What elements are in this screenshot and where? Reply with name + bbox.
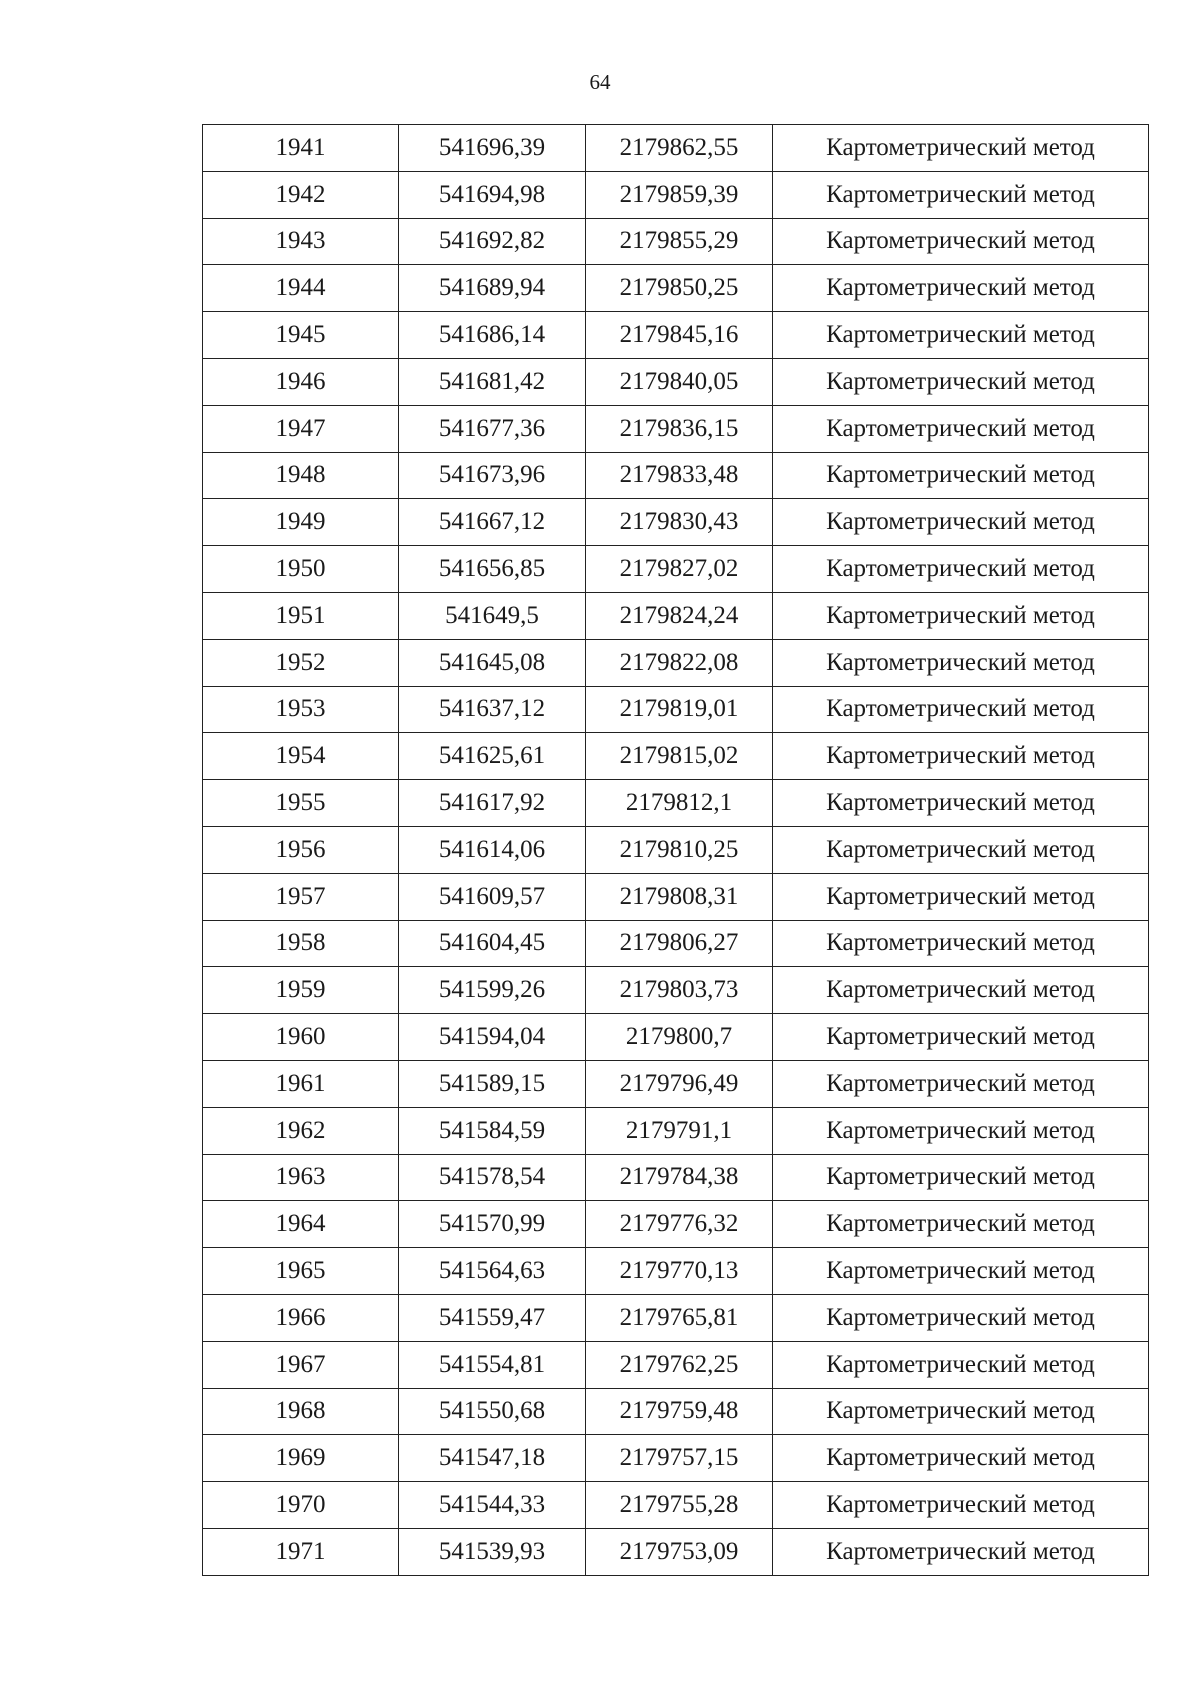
point-number-cell: 1944: [203, 265, 399, 312]
y-coordinate-cell: 2179859,39: [586, 171, 773, 218]
method-cell: Картометрический метод: [773, 1014, 1149, 1061]
method-cell: Картометрический метод: [773, 1107, 1149, 1154]
table-row: [203, 405, 1149, 452]
y-coordinate-cell: 2179755,28: [586, 1482, 773, 1529]
table-row: [203, 639, 1149, 686]
x-coordinate-cell: 541550,68: [399, 1388, 586, 1435]
y-coordinate-cell: 2179827,02: [586, 546, 773, 593]
y-coordinate-cell: 2179840,05: [586, 358, 773, 405]
point-number-cell: 1953: [203, 686, 399, 733]
point-number-cell: 1956: [203, 826, 399, 873]
x-coordinate-cell: 541645,08: [399, 639, 586, 686]
method-cell: Картометрический метод: [773, 780, 1149, 827]
table-row: [203, 1107, 1149, 1154]
method-cell: Картометрический метод: [773, 1248, 1149, 1295]
y-coordinate-cell: 2179806,27: [586, 920, 773, 967]
y-coordinate-cell: 2179836,15: [586, 405, 773, 452]
y-coordinate-cell: 2179812,1: [586, 780, 773, 827]
method-cell: Картометрический метод: [773, 1294, 1149, 1341]
method-cell: Картометрический метод: [773, 546, 1149, 593]
x-coordinate-cell: 541656,85: [399, 546, 586, 593]
point-number-cell: 1959: [203, 967, 399, 1014]
coordinates-table: [202, 124, 1149, 1576]
y-coordinate-cell: 2179803,73: [586, 967, 773, 1014]
x-coordinate-cell: 541584,59: [399, 1107, 586, 1154]
x-coordinate-cell: 541539,93: [399, 1528, 586, 1575]
point-number-cell: 1943: [203, 218, 399, 265]
method-cell: Картометрический метод: [773, 1435, 1149, 1482]
table-row: [203, 171, 1149, 218]
point-number-cell: 1948: [203, 452, 399, 499]
x-coordinate-cell: 541544,33: [399, 1482, 586, 1529]
y-coordinate-cell: 2179791,1: [586, 1107, 773, 1154]
x-coordinate-cell: 541689,94: [399, 265, 586, 312]
x-coordinate-cell: 541594,04: [399, 1014, 586, 1061]
table-row: [203, 1201, 1149, 1248]
y-coordinate-cell: 2179753,09: [586, 1528, 773, 1575]
table-row: [203, 1248, 1149, 1295]
method-cell: Картометрический метод: [773, 1154, 1149, 1201]
table-row: [203, 218, 1149, 265]
table-row: [203, 1154, 1149, 1201]
y-coordinate-cell: 2179765,81: [586, 1294, 773, 1341]
x-coordinate-cell: 541578,54: [399, 1154, 586, 1201]
x-coordinate-cell: 541649,5: [399, 592, 586, 639]
table-row: [203, 452, 1149, 499]
x-coordinate-cell: 541681,42: [399, 358, 586, 405]
point-number-cell: 1964: [203, 1201, 399, 1248]
table-row: [203, 1341, 1149, 1388]
y-coordinate-cell: 2179845,16: [586, 312, 773, 359]
x-coordinate-cell: 541637,12: [399, 686, 586, 733]
table-row: [203, 1014, 1149, 1061]
method-cell: Картометрический метод: [773, 1060, 1149, 1107]
y-coordinate-cell: 2179824,24: [586, 592, 773, 639]
method-cell: Картометрический метод: [773, 171, 1149, 218]
method-cell: Картометрический метод: [773, 592, 1149, 639]
point-number-cell: 1960: [203, 1014, 399, 1061]
x-coordinate-cell: 541599,26: [399, 967, 586, 1014]
table-row: [203, 312, 1149, 359]
method-cell: Картометрический метод: [773, 686, 1149, 733]
x-coordinate-cell: 541547,18: [399, 1435, 586, 1482]
point-number-cell: 1971: [203, 1528, 399, 1575]
method-cell: Картометрический метод: [773, 452, 1149, 499]
method-cell: Картометрический метод: [773, 1388, 1149, 1435]
y-coordinate-cell: 2179776,32: [586, 1201, 773, 1248]
x-coordinate-cell: 541609,57: [399, 873, 586, 920]
method-cell: Картометрический метод: [773, 733, 1149, 780]
point-number-cell: 1968: [203, 1388, 399, 1435]
table-row: [203, 1060, 1149, 1107]
y-coordinate-cell: 2179810,25: [586, 826, 773, 873]
table-row: [203, 780, 1149, 827]
method-cell: Картометрический метод: [773, 873, 1149, 920]
point-number-cell: 1942: [203, 171, 399, 218]
point-number-cell: 1946: [203, 358, 399, 405]
point-number-cell: 1970: [203, 1482, 399, 1529]
y-coordinate-cell: 2179800,7: [586, 1014, 773, 1061]
point-number-cell: 1955: [203, 780, 399, 827]
table-row: [203, 1388, 1149, 1435]
coordinates-table-body: [203, 125, 1149, 1576]
point-number-cell: 1962: [203, 1107, 399, 1154]
y-coordinate-cell: 2179862,55: [586, 125, 773, 172]
y-coordinate-cell: 2179784,38: [586, 1154, 773, 1201]
point-number-cell: 1958: [203, 920, 399, 967]
table-row: [203, 733, 1149, 780]
method-cell: Картометрический метод: [773, 499, 1149, 546]
method-cell: Картометрический метод: [773, 312, 1149, 359]
method-cell: Картометрический метод: [773, 967, 1149, 1014]
method-cell: Картометрический метод: [773, 1528, 1149, 1575]
point-number-cell: 1967: [203, 1341, 399, 1388]
method-cell: Картометрический метод: [773, 920, 1149, 967]
table-row: [203, 967, 1149, 1014]
point-number-cell: 1966: [203, 1294, 399, 1341]
table-row: [203, 1482, 1149, 1529]
x-coordinate-cell: 541686,14: [399, 312, 586, 359]
method-cell: Картометрический метод: [773, 1201, 1149, 1248]
y-coordinate-cell: 2179819,01: [586, 686, 773, 733]
point-number-cell: 1969: [203, 1435, 399, 1482]
y-coordinate-cell: 2179833,48: [586, 452, 773, 499]
point-number-cell: 1961: [203, 1060, 399, 1107]
x-coordinate-cell: 541696,39: [399, 125, 586, 172]
y-coordinate-cell: 2179757,15: [586, 1435, 773, 1482]
table-row: [203, 686, 1149, 733]
method-cell: Картометрический метод: [773, 1482, 1149, 1529]
method-cell: Картометрический метод: [773, 265, 1149, 312]
table-row: [203, 1435, 1149, 1482]
table-row: [203, 826, 1149, 873]
point-number-cell: 1957: [203, 873, 399, 920]
method-cell: Картометрический метод: [773, 826, 1149, 873]
y-coordinate-cell: 2179855,29: [586, 218, 773, 265]
method-cell: Картометрический метод: [773, 125, 1149, 172]
y-coordinate-cell: 2179796,49: [586, 1060, 773, 1107]
x-coordinate-cell: 541694,98: [399, 171, 586, 218]
x-coordinate-cell: 541667,12: [399, 499, 586, 546]
table-row: [203, 265, 1149, 312]
page-number: 64: [589, 70, 611, 94]
method-cell: Картометрический метод: [773, 358, 1149, 405]
y-coordinate-cell: 2179770,13: [586, 1248, 773, 1295]
point-number-cell: 1954: [203, 733, 399, 780]
x-coordinate-cell: 541673,96: [399, 452, 586, 499]
table-row: [203, 873, 1149, 920]
table-row: [203, 592, 1149, 639]
y-coordinate-cell: 2179815,02: [586, 733, 773, 780]
table-row: [203, 1294, 1149, 1341]
method-cell: Картометрический метод: [773, 639, 1149, 686]
point-number-cell: 1965: [203, 1248, 399, 1295]
point-number-cell: 1952: [203, 639, 399, 686]
y-coordinate-cell: 2179822,08: [586, 639, 773, 686]
point-number-cell: 1949: [203, 499, 399, 546]
table-row: [203, 499, 1149, 546]
y-coordinate-cell: 2179850,25: [586, 265, 773, 312]
method-cell: Картометрический метод: [773, 1341, 1149, 1388]
x-coordinate-cell: 541617,92: [399, 780, 586, 827]
x-coordinate-cell: 541625,61: [399, 733, 586, 780]
table-row: [203, 920, 1149, 967]
table-row: [203, 125, 1149, 172]
x-coordinate-cell: 541559,47: [399, 1294, 586, 1341]
table-row: [203, 1528, 1149, 1575]
method-cell: Картометрический метод: [773, 218, 1149, 265]
x-coordinate-cell: 541604,45: [399, 920, 586, 967]
x-coordinate-cell: 541589,15: [399, 1060, 586, 1107]
point-number-cell: 1951: [203, 592, 399, 639]
x-coordinate-cell: 541677,36: [399, 405, 586, 452]
x-coordinate-cell: 541554,81: [399, 1341, 586, 1388]
y-coordinate-cell: 2179762,25: [586, 1341, 773, 1388]
table-row: [203, 358, 1149, 405]
x-coordinate-cell: 541564,63: [399, 1248, 586, 1295]
method-cell: Картометрический метод: [773, 405, 1149, 452]
x-coordinate-cell: 541614,06: [399, 826, 586, 873]
point-number-cell: 1945: [203, 312, 399, 359]
x-coordinate-cell: 541692,82: [399, 218, 586, 265]
y-coordinate-cell: 2179759,48: [586, 1388, 773, 1435]
y-coordinate-cell: 2179830,43: [586, 499, 773, 546]
point-number-cell: 1941: [203, 125, 399, 172]
x-coordinate-cell: 541570,99: [399, 1201, 586, 1248]
table-row: [203, 546, 1149, 593]
point-number-cell: 1947: [203, 405, 399, 452]
point-number-cell: 1950: [203, 546, 399, 593]
point-number-cell: 1963: [203, 1154, 399, 1201]
y-coordinate-cell: 2179808,31: [586, 873, 773, 920]
